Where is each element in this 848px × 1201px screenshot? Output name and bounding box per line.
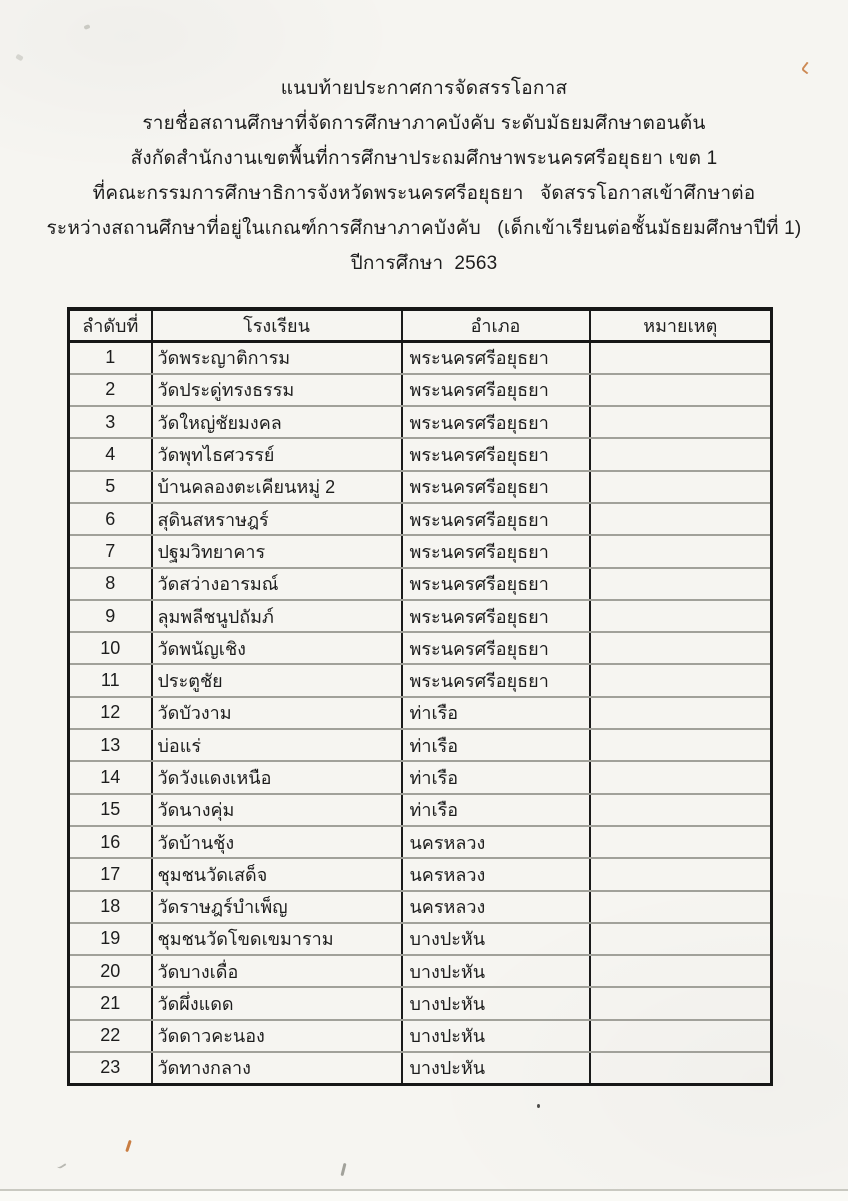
table-row xyxy=(69,1052,772,1084)
row-number-cell: 6 xyxy=(69,503,152,535)
district-name-cell: พระนครศรีอยุธยา xyxy=(402,664,590,696)
row-number-cell: 17 xyxy=(69,858,152,890)
district-name-cell: นครหลวง xyxy=(402,891,590,923)
district-name-cell: พระนครศรีอยุธยา xyxy=(402,568,590,600)
district-name-cell: บางปะหัน xyxy=(402,987,590,1019)
scan-speck-top xyxy=(83,24,90,30)
row-number-cell: 21 xyxy=(69,987,152,1019)
district-name-cell: พระนครศรีอยุธยา xyxy=(402,600,590,632)
scan-smudge-bottom-left xyxy=(55,1158,67,1170)
column-header-school: โรงเรียน xyxy=(152,309,402,342)
row-number-cell: 3 xyxy=(69,406,152,438)
row-number-cell: 8 xyxy=(69,568,152,600)
district-name-cell: พระนครศรีอยุธยา xyxy=(402,632,590,664)
remarks-cell xyxy=(590,858,772,890)
school-name-cell: วัดพุทไธศวรรย์ xyxy=(152,438,402,470)
row-number-cell: 16 xyxy=(69,826,152,858)
row-number-cell: 19 xyxy=(69,923,152,955)
column-header-remarks: หมายเหตุ xyxy=(590,309,772,342)
remarks-cell xyxy=(590,503,772,535)
remarks-cell xyxy=(590,568,772,600)
remarks-cell xyxy=(590,987,772,1019)
remarks-cell xyxy=(590,406,772,438)
table-row xyxy=(69,858,772,890)
school-name-cell: ชุมชนวัดโขดเขมาราม xyxy=(152,923,402,955)
district-name-cell: พระนครศรีอยุธยา xyxy=(402,535,590,567)
row-number-cell: 11 xyxy=(69,664,152,696)
district-name-cell: พระนครศรีอยุธยา xyxy=(402,471,590,503)
district-name-cell: บางปะหัน xyxy=(402,955,590,987)
school-allocation-table xyxy=(67,307,773,1086)
row-number-cell: 2 xyxy=(69,374,152,406)
table-row xyxy=(69,987,772,1019)
school-name-cell: วัดใหญ่ชัยมงคล xyxy=(152,406,402,438)
table-row xyxy=(69,568,772,600)
remarks-cell xyxy=(590,826,772,858)
header-line-office: สังกัดสำนักงานเขตพื้นที่การศึกษาประถมศึกษาพระนครศรีอยุธยา เขต 1 xyxy=(130,148,718,169)
table-row xyxy=(69,438,772,470)
paper-edge-line xyxy=(0,1189,848,1191)
school-name-cell: วัดประดู่ทรงธรรม xyxy=(152,374,402,406)
remarks-cell xyxy=(590,761,772,793)
district-name-cell: บางปะหัน xyxy=(402,923,590,955)
row-number-cell: 7 xyxy=(69,535,152,567)
district-name-cell: พระนครศรีอยุธยา xyxy=(402,406,590,438)
district-name-cell: บางปะหัน xyxy=(402,1020,590,1052)
remarks-cell xyxy=(590,729,772,761)
table-header-row xyxy=(69,309,772,342)
table-row xyxy=(69,664,772,696)
row-number-cell: 1 xyxy=(69,342,152,374)
school-name-cell: สุดินสหราษฎร์ xyxy=(152,503,402,535)
school-name-cell: วัดสว่างอารมณ์ xyxy=(152,568,402,600)
school-name-cell: บ่อแร่ xyxy=(152,729,402,761)
row-number-cell: 5 xyxy=(69,471,152,503)
table-row xyxy=(69,600,772,632)
ink-dot-remarks-cell xyxy=(537,1104,540,1108)
school-name-cell: บ้านคลองตะเคียนหมู่ 2 xyxy=(152,471,402,503)
row-number-cell: 14 xyxy=(69,761,152,793)
remarks-cell xyxy=(590,891,772,923)
row-number-cell: 18 xyxy=(69,891,152,923)
scan-speck-left xyxy=(15,54,24,62)
table-row xyxy=(69,729,772,761)
school-name-cell: วัดดาวคะนอง xyxy=(152,1020,402,1052)
district-name-cell: นครหลวง xyxy=(402,858,590,890)
district-name-cell: พระนครศรีอยุธยา xyxy=(402,374,590,406)
district-name-cell: พระนครศรีอยุธยา xyxy=(402,503,590,535)
row-number-cell: 4 xyxy=(69,438,152,470)
school-name-cell: ลุมพลีชนูปถัมภ์ xyxy=(152,600,402,632)
row-number-cell: 23 xyxy=(69,1052,152,1084)
table-row xyxy=(69,761,772,793)
district-name-cell: พระนครศรีอยุธยา xyxy=(402,342,590,374)
table-row xyxy=(69,794,772,826)
school-name-cell: ปฐมวิทยาคาร xyxy=(152,535,402,567)
header-line-criteria: ระหว่างสถานศึกษาที่อยู่ในเกณฑ์การศึกษาภาคบังคับ (เด็กเข้าเรียนต่อชั้นมัธยมศึกษาปีที่ 1) xyxy=(46,218,802,239)
table-row xyxy=(69,535,772,567)
school-name-cell: วัดทางกลาง xyxy=(152,1052,402,1084)
remarks-cell xyxy=(590,1052,772,1084)
remarks-cell xyxy=(590,600,772,632)
district-name-cell: ท่าเรือ xyxy=(402,697,590,729)
pen-mark-bottom-left xyxy=(125,1140,132,1152)
scan-smudge-bottom-center xyxy=(340,1163,346,1176)
school-name-cell: วัดบ้านชุ้ง xyxy=(152,826,402,858)
table-row xyxy=(69,374,772,406)
school-name-cell: วัดบัวงาม xyxy=(152,697,402,729)
school-name-cell: วัดผึ่งแดด xyxy=(152,987,402,1019)
table-body xyxy=(69,342,772,1085)
table-row xyxy=(69,471,772,503)
district-name-cell: นครหลวง xyxy=(402,826,590,858)
table-row xyxy=(69,955,772,987)
scanner-background-strip xyxy=(0,1191,848,1201)
school-name-cell: วัดวังแดงเหนือ xyxy=(152,761,402,793)
row-number-cell: 13 xyxy=(69,729,152,761)
row-number-cell: 15 xyxy=(69,794,152,826)
district-name-cell: ท่าเรือ xyxy=(402,794,590,826)
remarks-cell xyxy=(590,342,772,374)
column-header-number: ลำดับที่ xyxy=(69,309,152,342)
row-number-cell: 20 xyxy=(69,955,152,987)
remarks-cell xyxy=(590,664,772,696)
document-header xyxy=(0,71,848,281)
row-number-cell: 10 xyxy=(69,632,152,664)
school-name-cell: วัดนางคุ่ม xyxy=(152,794,402,826)
table-row xyxy=(69,697,772,729)
row-number-cell: 22 xyxy=(69,1020,152,1052)
district-name-cell: ท่าเรือ xyxy=(402,761,590,793)
header-line-list-description: รายชื่อสถานศึกษาที่จัดการศึกษาภาคบังคับ ระดับมัธยมศึกษาตอนต้น xyxy=(142,113,706,134)
table-row xyxy=(69,632,772,664)
school-name-cell: ชุมชนวัดเสด็จ xyxy=(152,858,402,890)
remarks-cell xyxy=(590,697,772,729)
header-line-committee: ที่คณะกรรมการศึกษาธิการจังหวัดพระนครศรีอยุธยา จัดสรรโอกาสเข้าศึกษาต่อ xyxy=(92,183,756,204)
table-row xyxy=(69,891,772,923)
remarks-cell xyxy=(590,535,772,567)
remarks-cell xyxy=(590,438,772,470)
school-name-cell: วัดราษฎร์บำเพ็ญ xyxy=(152,891,402,923)
table-row xyxy=(69,826,772,858)
remarks-cell xyxy=(590,471,772,503)
table-row xyxy=(69,923,772,955)
remarks-cell xyxy=(590,632,772,664)
table-row xyxy=(69,1020,772,1052)
remarks-cell xyxy=(590,794,772,826)
header-line-academic-year: ปีการศึกษา 2563 xyxy=(350,253,498,274)
row-number-cell: 9 xyxy=(69,600,152,632)
column-header-district: อำเภอ xyxy=(402,309,590,342)
district-name-cell: พระนครศรีอยุธยา xyxy=(402,438,590,470)
table-row xyxy=(69,406,772,438)
district-name-cell: บางปะหัน xyxy=(402,1052,590,1084)
header-line-announcement: แนบท้ายประกาศการจัดสรรโอกาส xyxy=(280,78,568,99)
school-name-cell: วัดบางเดื่อ xyxy=(152,955,402,987)
remarks-cell xyxy=(590,955,772,987)
school-name-cell: ประตูชัย xyxy=(152,664,402,696)
remarks-cell xyxy=(590,923,772,955)
school-name-cell: วัดพนัญเชิง xyxy=(152,632,402,664)
remarks-cell xyxy=(590,374,772,406)
remarks-cell xyxy=(590,1020,772,1052)
table-row xyxy=(69,503,772,535)
row-number-cell: 12 xyxy=(69,697,152,729)
table-row xyxy=(69,342,772,374)
district-name-cell: ท่าเรือ xyxy=(402,729,590,761)
school-name-cell: วัดพระญาติการม xyxy=(152,342,402,374)
